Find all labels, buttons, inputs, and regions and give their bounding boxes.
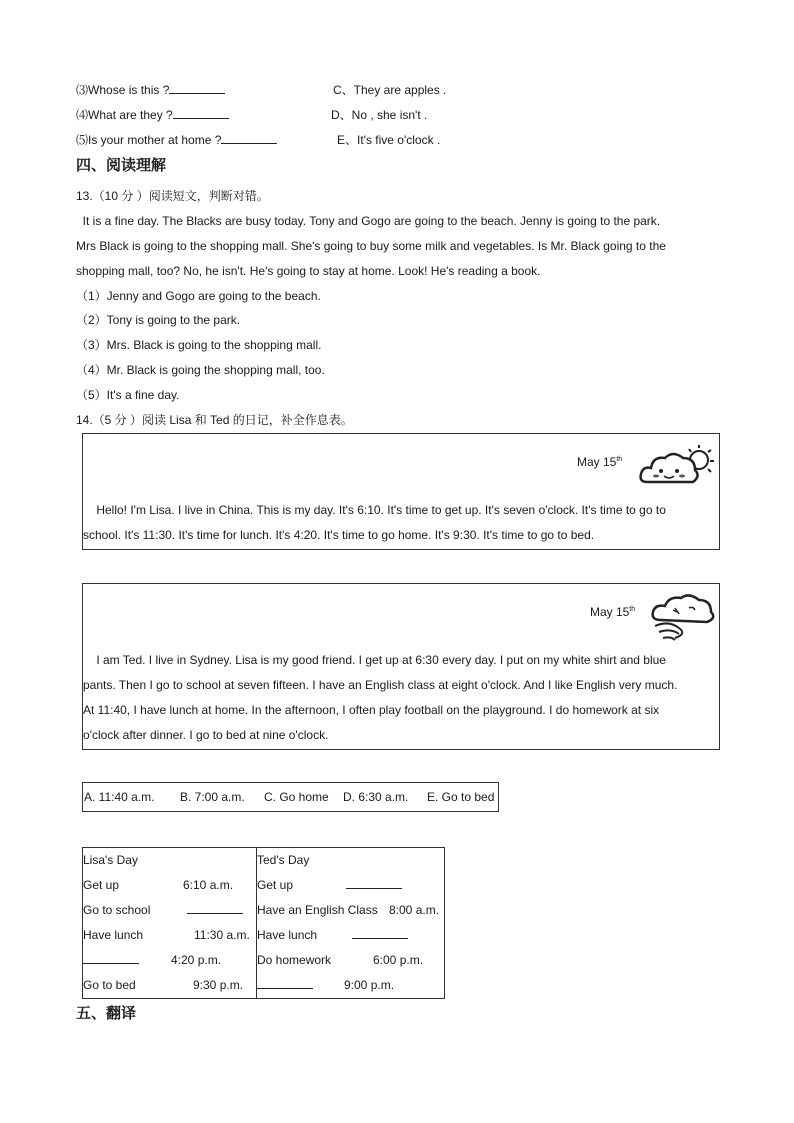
question-header: 13.（10 分 ）阅读短文，判断对错。 (76, 189, 269, 203)
diary-line: school. It's 11:30. It's time for lunch. It's 4:20. It's time to go home. It's 9:30. It's time to go to bed. (83, 528, 595, 542)
activity: Have lunch (257, 928, 318, 942)
activity-blank[interactable] (257, 973, 313, 998)
date-text: May 15 (590, 605, 630, 619)
ted-day-column (257, 848, 445, 999)
passage-line: shopping mall, too? No, he isn't. He's going to stay at home. Look! He's reading a book. (76, 264, 541, 278)
item-question: Whose is this ? (88, 83, 170, 97)
item-number: ⑷ (76, 108, 89, 122)
time: 8:00 a.m. (389, 903, 440, 917)
statement: （1）Jenny and Gogo are going to the beach. (76, 289, 321, 303)
diary-ted (82, 583, 720, 750)
diary-lisa (82, 433, 720, 550)
activity: Go to bed (83, 978, 136, 992)
passage-line: It is a fine day. The Blacks are busy today. Tony and Gogo are going to the beach. Jenny is going to the park. (76, 214, 661, 228)
lisa-day-column (83, 848, 257, 999)
section-heading: 五、翻译 (76, 1004, 137, 1022)
diary-date (577, 455, 622, 469)
schedule-table (82, 847, 445, 999)
time: 9:30 p.m. (193, 978, 244, 992)
section-heading: 四、阅读理解 (76, 156, 167, 174)
statement: （5）It's a fine day. (76, 388, 180, 402)
answer-blank[interactable] (221, 133, 277, 144)
time-blank[interactable] (352, 923, 408, 948)
activity: Do homework (257, 953, 332, 967)
diary-line: I am Ted. I live in Sydney. Lisa is my good friend. I get up at 6:30 every day. I put on my white shirt and blue (83, 653, 666, 667)
date-suffix: th (616, 456, 623, 463)
table-title: Ted's Day (257, 853, 310, 867)
wind-cloud-icon (649, 590, 719, 644)
passage-line: Mrs Black is going to the shopping mall. She's going to buy some milk and vegetables. Is Mr. Black going to the (76, 239, 666, 253)
sun-cloud-icon (637, 442, 717, 490)
diary-date (590, 605, 635, 619)
answer-blank[interactable] (173, 108, 229, 119)
item-number: ⑶ (76, 83, 89, 97)
option: B. 7:00 a.m. (180, 790, 245, 804)
activity-blank[interactable] (83, 948, 139, 973)
question-header: 14.（5 分 ）阅读 Lisa 和 Ted 的日记，补全作息表。 (76, 413, 353, 427)
diary-line: o'clock after dinner. I go to bed at nine o'clock. (83, 728, 329, 742)
statement: （2）Tony is going to the park. (76, 313, 241, 327)
activity: Get up (257, 878, 294, 892)
time: 11:30 a.m. (194, 928, 250, 942)
date-text: May 15 (577, 455, 617, 469)
matching-answer: C、They are apples . (333, 83, 447, 97)
activity: Have an English Class (257, 903, 378, 917)
time: 9:00 p.m. (344, 978, 395, 992)
options-box (82, 782, 499, 812)
option: D. 6:30 a.m. (343, 790, 409, 804)
matching-answer: D、No , she isn't . (331, 108, 428, 122)
activity: Get up (83, 878, 120, 892)
option: A. 11:40 a.m. (84, 790, 155, 804)
option: E. Go to bed (427, 790, 495, 804)
item-question: What are they ? (88, 108, 173, 122)
table-title: Lisa's Day (83, 853, 138, 867)
date-suffix: th (629, 606, 636, 613)
time: 4:20 p.m. (171, 953, 222, 967)
item-question: Is your mother at home ? (88, 133, 222, 147)
diary-line: pants. Then I go to school at seven fifteen. I have an English class at eight o'clock. And I like English very much. (83, 678, 678, 692)
matching-item (76, 81, 225, 98)
statement: （3）Mrs. Black is going to the shopping mall. (76, 338, 322, 352)
matching-item (76, 131, 277, 148)
matching-answer: E、It's five o'clock . (337, 133, 441, 147)
statement: （4）Mr. Black is going the shopping mall, too. (76, 363, 325, 377)
time-blank[interactable] (346, 873, 402, 898)
diary-line: At 11:40, I have lunch at home. In the afternoon, I often play football on the playground. I do homework at six (83, 703, 660, 717)
activity: Go to school (83, 903, 151, 917)
time: 6:00 p.m. (373, 953, 424, 967)
diary-line: Hello! I'm Lisa. I live in China. This is my day. It's 6:10. It's time to get up. It's seven o'clock. It's time to go to (83, 503, 666, 517)
time: 6:10 a.m. (183, 878, 234, 892)
item-number: ⑸ (76, 133, 89, 147)
matching-item (76, 106, 229, 123)
time-blank[interactable] (187, 898, 243, 923)
option: C. Go home (264, 790, 329, 804)
answer-blank[interactable] (169, 83, 225, 94)
activity: Have lunch (83, 928, 144, 942)
